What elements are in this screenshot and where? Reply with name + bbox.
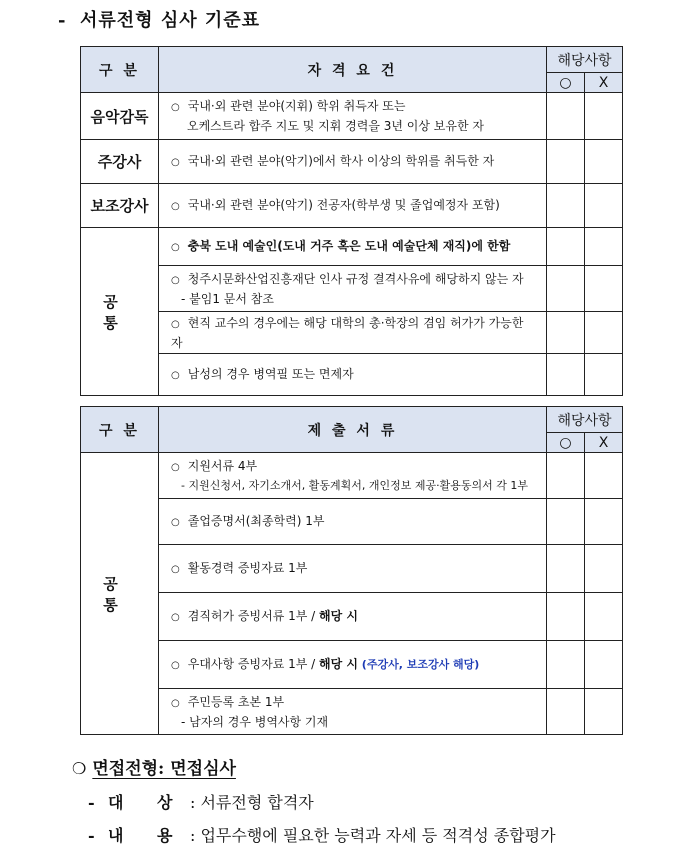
- row-content: [159, 641, 547, 689]
- detail-label: 내 용: [108, 826, 187, 845]
- header-applicable: 해당사항: [547, 47, 623, 73]
- mark-yes-cell[interactable]: [547, 184, 585, 228]
- mark-yes-cell[interactable]: [547, 545, 585, 593]
- row-content: [159, 140, 547, 184]
- mark-no-cell[interactable]: [585, 545, 623, 593]
- content-line: ○ 국내·외 관련 분야(악기)에서 학사 이상의 학위를 취득한 자: [171, 152, 538, 172]
- heading-title: 서류전형 심사 기준표: [80, 10, 261, 31]
- mark-yes-cell[interactable]: [547, 266, 585, 312]
- table-row: [81, 354, 623, 396]
- documents-table: [80, 406, 623, 735]
- interview-title: 면접전형: 면접심사: [92, 759, 236, 779]
- row-category-common: 공 통: [81, 453, 159, 735]
- table-row: [81, 689, 623, 735]
- content-note: (주강사, 보조강사 해당): [361, 657, 480, 671]
- table-row: [81, 545, 623, 593]
- content-emphasis: 해당 시: [319, 656, 358, 671]
- mark-yes-cell[interactable]: [547, 593, 585, 641]
- table-row: [81, 593, 623, 641]
- mark-no-cell[interactable]: [585, 499, 623, 545]
- heading-dash: -: [58, 10, 67, 31]
- row-content: [159, 499, 547, 545]
- header-content: 제 출 서 류: [159, 407, 547, 453]
- table-row: [81, 184, 623, 228]
- row-content: [159, 93, 547, 140]
- row-category-common: 공 통: [81, 228, 159, 396]
- row-category: 보조강사: [81, 184, 159, 228]
- table-row: [81, 641, 623, 689]
- mark-no-cell[interactable]: [585, 689, 623, 735]
- content-line: ○ 졸업증명서(최종학력) 1부: [171, 512, 538, 532]
- header-category: 구 분: [81, 407, 159, 453]
- table-row: [81, 499, 623, 545]
- mark-yes-cell[interactable]: [547, 93, 585, 140]
- table-row: [81, 453, 623, 499]
- mark-no-cell[interactable]: [585, 184, 623, 228]
- header-category: 구 분: [81, 47, 159, 93]
- table-row: [81, 266, 623, 312]
- table-row: [81, 140, 623, 184]
- mark-yes-cell[interactable]: [547, 453, 585, 499]
- row-category: 주강사: [81, 140, 159, 184]
- content-line: ○ 현직 교수의 경우에는 해당 대학의 총·학장의 겸임 허가가 가능한 자: [171, 314, 538, 352]
- mark-no-cell[interactable]: [585, 266, 623, 312]
- mark-no-cell[interactable]: [585, 312, 623, 354]
- detail-text: : 업무수행에 필요한 능력과 자세 등 적격성 종합평가: [190, 826, 556, 845]
- content-line: [171, 607, 538, 627]
- section-heading: [58, 6, 260, 32]
- content-line: ○ 국내·외 관련 분야(악기) 전공자(학부생 및 졸업예정자 포함): [171, 196, 538, 216]
- mark-no-cell[interactable]: [585, 593, 623, 641]
- header-content: 자 격 요 건: [159, 47, 547, 93]
- interview-heading: [72, 754, 236, 779]
- mark-yes-cell[interactable]: [547, 499, 585, 545]
- content-line: ○ 국내·외 관련 분야(지휘) 학위 취득자 또는: [171, 97, 538, 117]
- content-line: ○ 주민등록 초본 1부: [171, 693, 538, 713]
- table-row: [81, 228, 623, 266]
- row-content: [159, 453, 547, 499]
- content-line: ○ 청주시문화산업진흥재단 인사 규정 결격사유에 해당하지 않는 자: [171, 270, 538, 290]
- interview-detail-target: [88, 790, 314, 813]
- content-line: 오케스트라 합주 지도 및 지휘 경력을 3년 이상 보유한 자: [187, 119, 484, 133]
- mark-yes-cell[interactable]: [547, 354, 585, 396]
- mark-yes-cell[interactable]: [547, 689, 585, 735]
- header-no: X: [585, 433, 623, 453]
- mark-no-cell[interactable]: [585, 228, 623, 266]
- detail-dash: -: [88, 826, 95, 845]
- row-content: [159, 184, 547, 228]
- mark-yes-cell[interactable]: [547, 140, 585, 184]
- mark-yes-cell[interactable]: [547, 641, 585, 689]
- row-category: 음악감독: [81, 93, 159, 140]
- header-applicable: 해당사항: [547, 407, 623, 433]
- detail-dash: -: [88, 793, 95, 812]
- content-subline: - 남자의 경우 병역사항 기재: [171, 713, 538, 731]
- content-line: [171, 655, 538, 675]
- header-yes: ○: [547, 73, 585, 93]
- mark-no-cell[interactable]: [585, 641, 623, 689]
- content-emphasis: 해당 시: [319, 608, 358, 623]
- table-row: [81, 93, 623, 140]
- row-content: [159, 312, 547, 354]
- header-no: X: [585, 73, 623, 93]
- mark-no-cell[interactable]: [585, 354, 623, 396]
- interview-detail-content: [88, 823, 556, 846]
- detail-text: : 서류전형 합격자: [190, 793, 314, 812]
- content-subline: - 붙임1 문서 참조: [171, 290, 538, 308]
- content-line: ○ 지원서류 4부: [171, 457, 538, 477]
- detail-label: 대 상: [108, 793, 187, 812]
- table-row: [81, 312, 623, 354]
- content-text: 우대사항 증빙자료 1부 /: [187, 656, 319, 671]
- mark-no-cell[interactable]: [585, 140, 623, 184]
- content-line: ○ 활동경력 증빙자료 1부: [171, 559, 538, 579]
- content-text: 겸직허가 증빙서류 1부 /: [187, 608, 319, 623]
- circle-bullet-icon: ❍: [72, 759, 87, 778]
- mark-yes-cell[interactable]: [547, 228, 585, 266]
- content-subline: - 지원신청서, 자기소개서, 활동계획서, 개인정보 제공·활용동의서 각 1부: [171, 477, 538, 495]
- row-content: [159, 545, 547, 593]
- content-line: ○ 남성의 경우 병역필 또는 면제자: [171, 365, 538, 385]
- mark-no-cell[interactable]: [585, 93, 623, 140]
- row-content: [159, 593, 547, 641]
- qualification-table: [80, 46, 623, 396]
- content-line: ○ 충북 도내 예술인(도내 거주 혹은 도내 예술단체 재직)에 한함: [171, 237, 538, 257]
- row-content: [159, 266, 547, 312]
- row-content: [159, 689, 547, 735]
- row-content: [159, 228, 547, 266]
- mark-yes-cell[interactable]: [547, 312, 585, 354]
- header-yes: ○: [547, 433, 585, 453]
- row-content: [159, 354, 547, 396]
- mark-no-cell[interactable]: [585, 453, 623, 499]
